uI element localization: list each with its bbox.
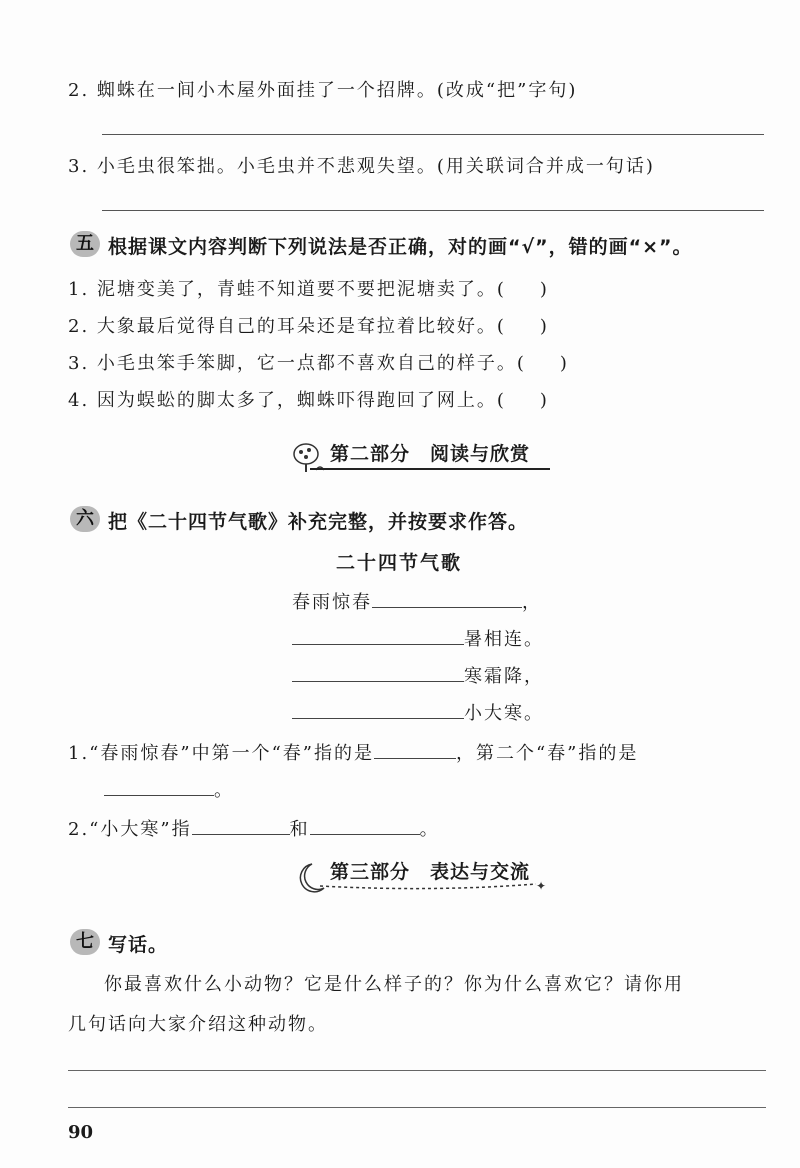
judge-item-text: 3. 小毛虫笨手笨脚，它一点都不喜欢自己的样子。 (68, 353, 517, 374)
judge-item-text: 1. 泥塘变美了，青蛙不知道要不要把泥塘卖了。 (68, 279, 497, 300)
poem-line-3 (292, 662, 544, 688)
answer-paren[interactable]: ( ) (496, 390, 547, 411)
writing-line[interactable] (68, 1070, 766, 1071)
judge-item-text: 2. 大象最后觉得自己的耳朵还是耷拉着比较好。 (68, 316, 497, 337)
q6-sub-1-cont (104, 776, 234, 802)
fill-blank[interactable] (292, 700, 464, 719)
q4-item-2: 2. 蜘蛛在一间小木屋外面挂了一个招牌。(改成“把”字句) (68, 80, 578, 101)
answer-line[interactable] (102, 134, 764, 135)
prompt-line-2: 几句话向大家介绍这种动物。 (68, 1014, 328, 1035)
poem-title: 二十四节气歌 (336, 552, 463, 574)
fill-blank[interactable] (192, 816, 290, 835)
fill-blank[interactable] (374, 740, 456, 759)
sub-question-text: 。 (214, 780, 234, 801)
page-number: 90 (68, 1122, 94, 1143)
q6-sub-2 (68, 815, 440, 841)
sub-question-text: 和 (289, 819, 310, 840)
sub-question-text: ，第二个“春”指的是 (455, 743, 639, 764)
poem-line-1 (292, 588, 542, 614)
poem-text: 春雨惊春 (292, 592, 372, 613)
answer-paren[interactable]: ( ) (496, 316, 547, 337)
question-badge: 五 (70, 231, 100, 257)
answer-paren[interactable]: ( ) (496, 279, 547, 300)
part-2-title: 第二部分 阅读与欣赏 (330, 443, 531, 465)
poem-text: 暑相连。 (464, 629, 544, 650)
question-badge: 六 (70, 506, 100, 532)
judge-item (68, 312, 547, 338)
prompt-line-1: 你最喜欢什么小动物？它是什么样子的？你为什么喜欢它？请你用 (104, 974, 684, 995)
fill-blank[interactable] (372, 589, 522, 608)
part-3-title: 第三部分 表达与交流 (330, 861, 531, 883)
poem-text: 小大寒。 (464, 703, 544, 724)
dotted-underline (318, 878, 550, 892)
question-title: 写话。 (108, 934, 169, 956)
poem-text: 寒霜降， (464, 666, 544, 687)
fill-blank[interactable] (292, 626, 464, 645)
banner-underline (310, 468, 550, 470)
poem-punct: ， (522, 592, 542, 613)
fill-blank[interactable] (292, 663, 464, 682)
fill-blank[interactable] (310, 816, 420, 835)
judge-item-text: 4. 因为蜈蚣的脚太多了，蜘蛛吓得跑回了网上。 (68, 390, 497, 411)
question-title: 根据课文内容判断下列说法是否正确，对的画“√”，错的画“×”。 (108, 236, 693, 258)
judge-item (68, 275, 547, 301)
question-title: 把《二十四节气歌》补充完整，并按要求作答。 (108, 511, 529, 533)
judge-item (68, 349, 567, 375)
svg-text:✦: ✦ (536, 879, 547, 892)
q4-item-3: 3. 小毛虫很笨拙。小毛虫并不悲观失望。(用关联词合并成一句话) (68, 156, 655, 177)
answer-line[interactable] (102, 210, 764, 211)
fill-blank[interactable] (104, 777, 214, 796)
sub-question-text: 。 (419, 819, 440, 840)
judge-item (68, 386, 547, 412)
writing-line[interactable] (68, 1107, 766, 1108)
poem-line-2 (292, 625, 544, 651)
answer-paren[interactable]: ( ) (516, 353, 567, 374)
sub-question-text: 2.“小大寒”指 (68, 819, 192, 840)
q6-sub-1 (68, 739, 638, 765)
question-badge: 七 (70, 929, 100, 955)
sub-question-text: 1.“春雨惊春”中第一个“春”指的是 (68, 743, 374, 764)
poem-line-4 (292, 699, 544, 725)
